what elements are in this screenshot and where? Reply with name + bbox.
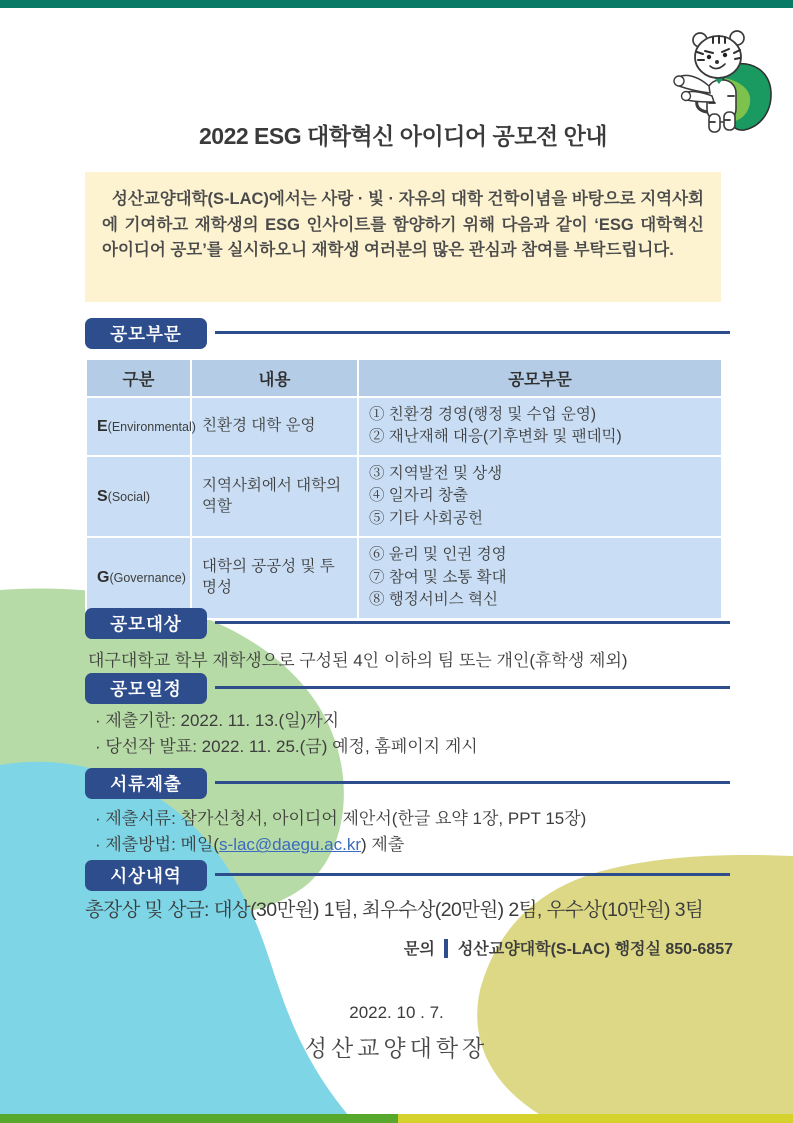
target-text: 대구대학교 학부 재학생으로 구성된 4인 이하의 팀 또는 개인(휴학생 제외)	[88, 651, 628, 670]
table-row-environmental	[86, 397, 722, 456]
row-code: S	[97, 487, 108, 505]
contest-category-table	[85, 358, 723, 620]
category-item: ① 친환경 경영(행정 및 수업 운영)	[369, 406, 597, 423]
col-header-content: 내용	[191, 359, 358, 397]
page-title: 2022 ESG 대학혁신 아이디어 공모전 안내	[198, 123, 608, 149]
category-item: ④ 일자리 창출	[369, 487, 468, 505]
section-header-awards	[85, 860, 730, 891]
contact-line	[85, 936, 733, 959]
awards-rule-line	[215, 873, 730, 876]
category-item: ⑤ 기타 사회공헌	[369, 509, 483, 527]
submission-item-documents: · 제출서류: 참가신청서, 아이디어 제안서(한글 요약 1장, PPT 15장)	[95, 809, 587, 828]
category-item: ⑥ 윤리 및 인권 경영	[369, 546, 507, 564]
row-code: E	[97, 417, 108, 435]
awards-badge: 시상내역	[85, 860, 207, 891]
submission-rule-line	[215, 781, 730, 784]
section-header-category	[85, 318, 730, 349]
submission-email-link[interactable]: s-lac@daegu.ac.kr	[219, 835, 362, 855]
contact-divider-bar	[444, 939, 448, 958]
schedule-rule-line	[215, 686, 730, 689]
category-item: ③ 지역발전 및 상생	[369, 464, 503, 482]
submission-list	[95, 806, 725, 859]
contact-text: 성산교양대학(S-LAC) 행정실 850-6857	[457, 941, 733, 958]
target-rule-line	[215, 621, 730, 624]
section-header-submission	[85, 768, 730, 799]
table-row-governance	[86, 537, 722, 618]
prize-text: 총장상 및 상금: 대상(30만원) 1팀, 최우수상(20만원) 2팀, 우수상(10만원) 3팀	[85, 899, 704, 921]
section-header-schedule	[85, 673, 730, 704]
row-content: 대학의 공공성 및 투명성	[191, 537, 358, 618]
row-code: G	[97, 569, 110, 587]
schedule-list	[95, 708, 725, 761]
category-item: ⑧ 행정서비스 혁신	[369, 591, 498, 609]
category-item: ⑦ 참여 및 소통 확대	[369, 568, 507, 586]
col-header-category: 공모부문	[358, 359, 722, 397]
contact-label: 문의	[403, 941, 435, 958]
intro-box	[85, 172, 721, 302]
top-accent-bar	[0, 0, 793, 8]
schedule-item-deadline: · 제출기한: 2022. 11. 13.(일)까지	[95, 711, 340, 730]
row-content: 지역사회에서 대학의 역할	[191, 456, 358, 537]
submission-badge: 서류제출	[85, 768, 207, 799]
row-content: 친환경 대학 운영	[191, 397, 358, 456]
row-code-label: (Social)	[107, 489, 151, 504]
intro-text: 성산교양대학(S-LAC)에서는 사랑 · 빛 · 자유의 대학 건학이념을 바탕으로 지역사회에 기여하고 재학생의 ESG 인사이트를 함양하기 위해 다음과 같이 ‘ESG 대학혁신 아이디어 공모’를 실시하오니 재학생 여러분의 많은 관심과 참여를 부탁드립니다.	[102, 190, 704, 260]
target-badge: 공모대상	[85, 608, 207, 639]
submission-item-method: · 제출방법: 메일(s-lac@daegu.ac.kr) 제출	[95, 835, 405, 855]
table-header-row	[86, 359, 722, 397]
schedule-badge: 공모일정	[85, 673, 207, 704]
footer-date: 2022. 10 . 7.	[349, 1003, 444, 1022]
col-header-division: 구분	[86, 359, 191, 397]
category-badge: 공모부문	[85, 318, 207, 349]
category-rule-line	[215, 331, 730, 334]
row-code-label: (Governance)	[109, 571, 186, 586]
category-item: ② 재난재해 대응(기후변화 및 팬데믹)	[369, 428, 622, 446]
schedule-item-announcement: · 당선작 발표: 2022. 11. 25.(금) 예정, 홈페이지 게시	[95, 737, 478, 757]
section-header-target	[85, 608, 730, 639]
bottom-bar-yellow	[398, 1114, 793, 1123]
footer-signature: 성산교양대학장	[304, 1035, 489, 1061]
table-row-social	[86, 456, 722, 537]
bottom-bar-green	[0, 1114, 398, 1123]
row-code-label: (Environmental)	[107, 419, 196, 434]
